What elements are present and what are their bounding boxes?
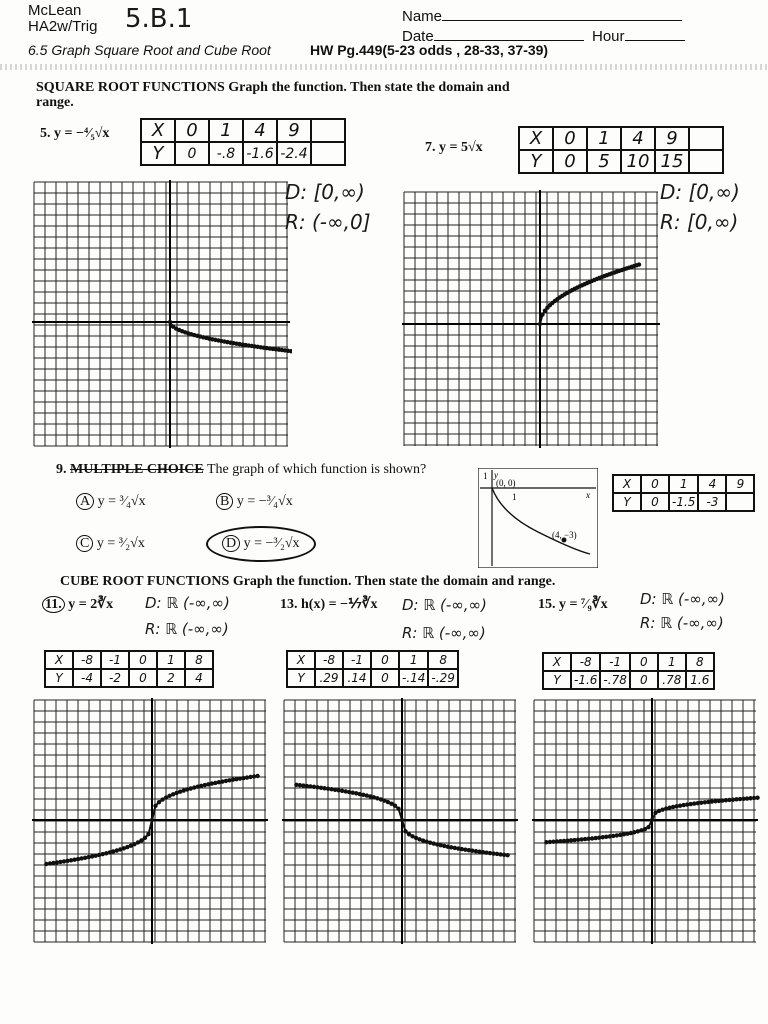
choice-c-text: y = ³⁄₂√x — [96, 536, 145, 551]
table-cell: .14 — [343, 669, 371, 687]
problem-13-range: R: ℝ (-∞,∞) — [402, 624, 486, 642]
unit-label-x: 1 — [512, 492, 517, 502]
table-cell: 0 — [630, 653, 658, 671]
plotted-point — [396, 806, 400, 810]
unit-label-y: 1 — [483, 471, 488, 481]
table-cell: -2 — [101, 669, 129, 687]
table-cell: 8 — [428, 651, 457, 669]
table-cell: X — [613, 475, 641, 493]
table-cell: -2.4 — [277, 142, 311, 165]
problem-11-graph — [30, 696, 270, 946]
table-cell: 0 — [175, 119, 209, 142]
problem-15-label — [538, 596, 608, 613]
problem-5-function: y = −⁴⁄₅√x — [54, 126, 110, 141]
table-cell: X — [287, 651, 315, 669]
table-cell: 4 — [698, 475, 726, 493]
problem-11-number: 11. — [42, 596, 65, 613]
table-cell: -8 — [315, 651, 343, 669]
problem-13-domain: D: ℝ (-∞,∞) — [402, 596, 487, 614]
plotted-point — [150, 818, 154, 822]
table-cell: Y — [141, 142, 175, 165]
table-cell: 0 — [129, 651, 157, 669]
problem-13-label — [280, 596, 378, 613]
table-row — [613, 475, 754, 493]
problem-5-table — [140, 118, 346, 166]
table-cell: 0 — [553, 127, 587, 150]
plotted-point — [255, 774, 259, 778]
table-cell: 0 — [641, 475, 669, 493]
table-cell: 1.6 — [686, 671, 714, 689]
problem-7-table — [518, 126, 724, 174]
plotted-point — [505, 853, 509, 857]
table-cell: 1 — [587, 127, 621, 150]
choice-c[interactable] — [76, 536, 145, 552]
table-cell: 4 — [243, 119, 277, 142]
table-cell: 0 — [175, 142, 209, 165]
plotted-point — [153, 804, 157, 808]
table-cell: 0 — [630, 671, 658, 689]
square-root-heading: SQUARE ROOT FUNCTIONS — [36, 80, 225, 95]
problem-13-function: h(x) = −⅐∛x — [301, 597, 378, 612]
table-cell: 4 — [185, 669, 213, 687]
problem-5-range: R: (-∞,0] — [285, 210, 371, 234]
table-row — [45, 651, 213, 669]
problem-9-number: 9. — [56, 462, 67, 477]
table-cell — [689, 127, 723, 150]
problem-15-table — [542, 652, 715, 690]
problem-7-domain: D: [0,∞) — [660, 180, 740, 204]
plotted-point — [139, 838, 143, 842]
table-cell: 1 — [209, 119, 243, 142]
plotted-point — [538, 322, 542, 326]
problem-15-graph — [530, 696, 760, 946]
problem-11-domain: D: ℝ (-∞,∞) — [145, 594, 230, 612]
choice-d[interactable] — [206, 526, 316, 562]
plotted-point — [755, 796, 759, 800]
table-cell: -8 — [73, 651, 101, 669]
plotted-point — [650, 818, 654, 822]
choice-d-text: y = −³⁄₂√x — [243, 536, 300, 551]
choice-a[interactable] — [76, 494, 146, 510]
plotted-point — [168, 320, 172, 324]
table-cell: 1 — [658, 653, 686, 671]
table-cell: 0 — [641, 493, 669, 511]
table-cell: -.78 — [600, 671, 629, 689]
table-cell: 10 — [621, 150, 655, 173]
square-root-instruction: Graph the function. Then state the domain and range. — [36, 80, 510, 110]
table-row — [519, 127, 723, 150]
problem-13-table — [286, 650, 459, 688]
table-cell: Y — [45, 669, 73, 687]
table-cell: -.29 — [428, 669, 457, 687]
table-cell — [311, 142, 345, 165]
table-cell: 0 — [553, 150, 587, 173]
problem-9-text: The graph of which function is shown? — [206, 462, 427, 477]
problem-11-label — [42, 596, 113, 613]
table-cell: Y — [287, 669, 315, 687]
table-row — [543, 653, 714, 671]
plotted-point — [637, 262, 641, 266]
table-cell: 9 — [655, 127, 689, 150]
table-cell: X — [519, 127, 553, 150]
table-cell: 1 — [669, 475, 698, 493]
problem-11-function: y = 2∛x — [68, 597, 114, 612]
table-cell: 4 — [621, 127, 655, 150]
point-label: (4, −3) — [552, 530, 577, 540]
table-cell: -1.6 — [571, 671, 600, 689]
cube-root-instruction: Graph the function. Then state the domain and range. — [232, 574, 556, 589]
problem-13-graph — [280, 696, 520, 946]
table-cell: Y — [613, 493, 641, 511]
choice-d-letter: D — [222, 535, 240, 552]
table-cell: 0 — [129, 669, 157, 687]
origin-label: (0, 0) — [496, 478, 516, 488]
date-line — [434, 40, 584, 41]
problem-9-label: MULTIPLE CHOICE — [70, 462, 204, 477]
homework-assignment: HW Pg.449(5-23 odds , 28-33, 37-39) — [310, 42, 549, 58]
table-cell: Y — [519, 150, 553, 173]
graph-curve — [492, 488, 590, 554]
table-cell: 8 — [686, 653, 714, 671]
problem-7-number: 7. — [425, 140, 436, 155]
problem-9-graph — [478, 468, 598, 568]
date-label: Date — [402, 28, 434, 45]
name-line — [442, 20, 682, 21]
problem-13-number: 13. — [280, 597, 298, 612]
header-divider — [0, 64, 768, 70]
problem-9-table — [612, 474, 755, 512]
section-handwritten: 5.B.1 — [125, 4, 193, 34]
table-row — [287, 651, 458, 669]
table-cell: -1 — [101, 651, 129, 669]
table-cell: -1 — [600, 653, 629, 671]
y-axis-label: y — [494, 470, 498, 480]
choice-a-text: y = ³⁄₄√x — [97, 494, 146, 509]
table-cell: -4 — [73, 669, 101, 687]
table-cell: 9 — [726, 475, 754, 493]
table-cell: 15 — [655, 150, 689, 173]
table-cell: Y — [543, 671, 571, 689]
problem-11-range: R: ℝ (-∞,∞) — [145, 620, 229, 638]
name-field[interactable] — [402, 8, 682, 25]
square-root-heading-block — [36, 80, 516, 110]
choice-b-text: y = −³⁄₄√x — [236, 494, 293, 509]
lesson-title: 6.5 Graph Square Root and Cube Root — [28, 42, 271, 58]
plotted-point — [146, 832, 150, 836]
table-cell: X — [543, 653, 571, 671]
plotted-point — [393, 804, 397, 808]
problem-15-function: y = ⁷⁄₉∛x — [559, 597, 608, 612]
table-row — [141, 119, 345, 142]
teacher-name: McLean — [28, 2, 82, 19]
plotted-point — [400, 818, 404, 822]
problem-9-question — [56, 462, 426, 478]
table-cell: 5 — [587, 150, 621, 173]
course-name: HA2w/Trig — [28, 18, 98, 35]
table-cell: -1.6 — [243, 142, 277, 165]
x-axis-label: x — [586, 490, 590, 500]
name-label: Name — [402, 8, 443, 25]
choice-b-letter: B — [216, 493, 233, 510]
plotted-point — [157, 800, 161, 804]
table-cell — [689, 150, 723, 173]
choice-b[interactable] — [216, 494, 293, 510]
problem-7-function: y = 5√x — [439, 140, 483, 155]
table-cell: X — [141, 119, 175, 142]
table-row — [613, 493, 754, 511]
table-cell: 2 — [157, 669, 185, 687]
problem-5-label — [40, 126, 109, 142]
table-cell: -8 — [571, 653, 600, 671]
hour-label: Hour — [592, 28, 625, 45]
table-cell: 9 — [277, 119, 311, 142]
cube-root-heading: CUBE ROOT FUNCTIONS — [60, 574, 230, 589]
problem-15-range: R: ℝ (-∞,∞) — [640, 614, 724, 632]
plotted-point — [646, 825, 650, 829]
table-row — [287, 669, 458, 687]
problem-5-graph — [30, 178, 292, 450]
problem-7-range: R: [0,∞) — [660, 210, 739, 234]
plotted-point — [143, 836, 147, 840]
table-cell: -.8 — [209, 142, 243, 165]
table-cell: .29 — [315, 669, 343, 687]
table-row — [519, 150, 723, 173]
problem-7-graph — [400, 188, 662, 450]
table-row — [45, 669, 213, 687]
problem-5-domain: D: [0,∞) — [285, 180, 365, 204]
table-cell: -.14 — [399, 669, 428, 687]
cube-root-heading-block — [60, 574, 555, 590]
table-cell: 1 — [157, 651, 185, 669]
table-row — [543, 671, 714, 689]
table-cell: 0 — [371, 651, 399, 669]
hour-field[interactable] — [592, 28, 685, 45]
table-cell: -3 — [698, 493, 726, 511]
choice-a-letter: A — [76, 493, 94, 510]
problem-15-domain: D: ℝ (-∞,∞) — [640, 590, 725, 608]
problem-5-number: 5. — [40, 126, 51, 141]
table-cell: 0 — [371, 669, 399, 687]
table-row — [141, 142, 345, 165]
worksheet-header — [0, 0, 768, 60]
table-cell: -1.5 — [669, 493, 698, 511]
plotted-point — [540, 312, 544, 316]
problem-11-table — [44, 650, 214, 688]
problem-15-number: 15. — [538, 597, 556, 612]
plotted-point — [403, 829, 407, 833]
table-cell: 8 — [185, 651, 213, 669]
table-cell — [726, 493, 754, 511]
table-cell: -1 — [343, 651, 371, 669]
table-cell: .78 — [658, 671, 686, 689]
table-cell: X — [45, 651, 73, 669]
table-cell — [311, 119, 345, 142]
choice-c-letter: C — [76, 535, 93, 552]
hour-line — [625, 40, 685, 41]
table-cell: 1 — [399, 651, 428, 669]
problem-7-label — [425, 140, 483, 156]
